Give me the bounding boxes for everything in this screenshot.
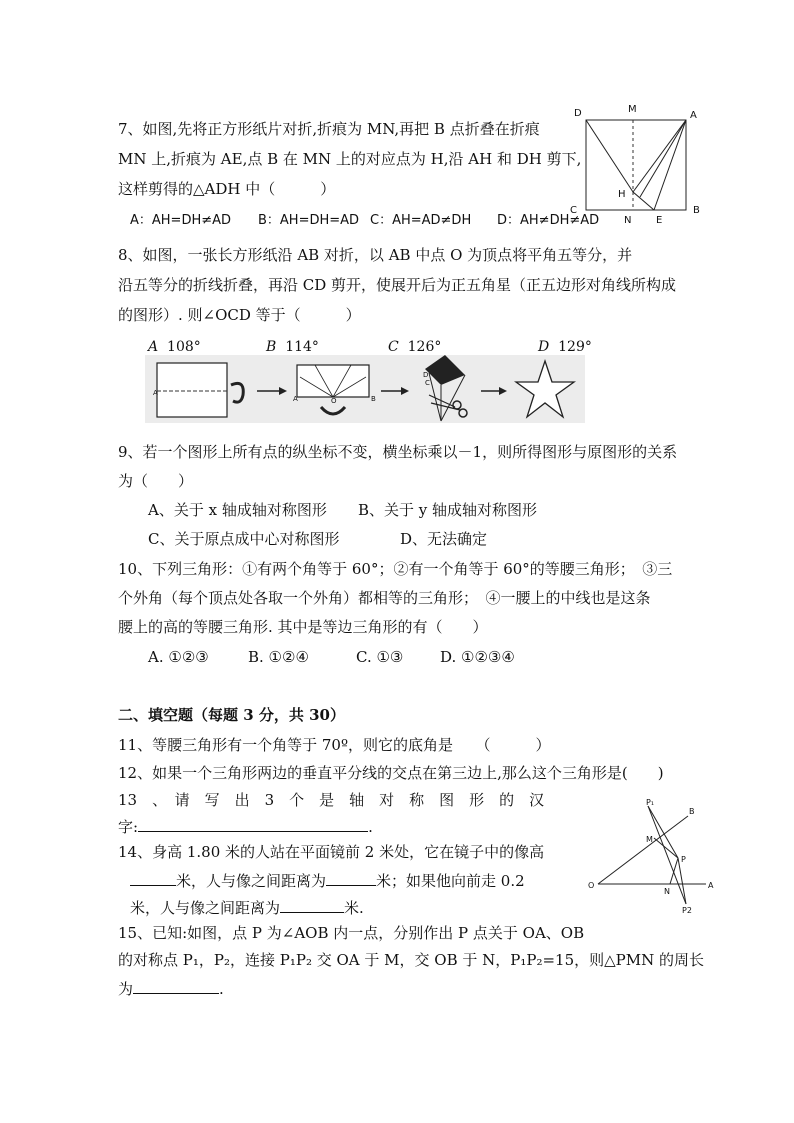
q14-blank-distance[interactable] [326,872,376,886]
q8-line3: 的图形）. 则∠OCD 等于（ ） [118,306,361,324]
q14-line3a: 米，人与像之间距离为 [130,899,281,917]
q11-text: 11、等腰三角形有一个角等于 70º，则它的底角是 （ ） [118,736,551,754]
q8-label-d: D [423,371,429,379]
q8-label-a2: A [293,395,298,403]
q7-line3: 这样剪得的△ADH 中（ ） [118,180,336,198]
q14-line2a: 米，人与像之间距离为 [176,872,327,890]
q8-folding-figure [145,355,585,425]
q7-label-d: D [574,108,582,119]
q8-option-b-value: 114° [285,339,319,355]
q15-angle-figure [586,798,716,916]
q13-end: . [368,818,373,836]
q12-text: 12、如果一个三角形两边的垂直平分线的交点在第三边上,那么这个三角形是( ) [118,764,664,782]
q7-label-b: B [693,205,700,216]
q15-line1: 15、已知:如图，点 P 为∠AOB 内一点，分别作出 P 点关于 OA、OB [118,924,585,942]
q8-label-c: C [425,379,430,387]
q15-label-p: P [681,855,686,864]
q10-option-b: B. ①②④ [248,648,309,666]
q14-line1: 14、身高 1.80 米的人站在平面镜前 2 米处，它在镜子中的像高 [118,843,545,861]
q8-line1: 8、如图，一张长方形纸沿 AB 对折，以 AB 中点 O 为顶点将平角五等分，并 [118,246,633,264]
q8-option-d-value: 129° [558,339,592,355]
q14-blank-height[interactable] [130,872,176,886]
q9-line2: 为（ ） [118,472,194,490]
q7-line1: 7、如图,先将正方形纸片对折,折痕为 MN,再把 B 点折叠在折痕 [118,120,540,138]
q15-label-a: A [708,881,714,890]
q10-option-c: C. ①③ [356,648,404,666]
q10-option-a: A. ①②③ [148,648,209,666]
q15-answer-blank[interactable] [133,980,219,994]
q8-option-d-letter: D [538,339,550,355]
q8-label-o: O [331,397,337,405]
q15-line2: 的对称点 P₁，P₂，连接 P₁P₂ 交 OA 于 M，交 OB 于 N，P₁P₂=15，则△PMN 的周长 [118,951,705,969]
q15-label-p1: P₁ [646,798,655,807]
q13-line1: 13 、 请 写 出 3 个 是 轴 对 称 图 形 的 汉 [118,791,545,809]
q15-label-b: B [689,807,695,816]
q9-line1: 9、若一个图形上所有点的纵坐标不变，横坐标乘以－1，则所得图形与原图形的关系 [118,443,678,461]
q15-line3: 为 [118,980,134,998]
q7-option-a: A：AH=DH≠AD [130,213,232,228]
q7-square-figure [568,100,718,226]
q7-label-a: A [690,110,697,121]
q10-line2: 个外角（每个顶点处各取一个外角）都相等的三角形； ④一腰上的中线也是这条 [118,589,651,607]
section2-title: 二、填空题（每题 3 分，共 30） [118,706,345,724]
q8-option-a-letter: A [148,339,159,355]
q15-label-n: N [664,887,670,896]
q8-option-a-value: 108° [167,339,201,355]
q10-line3: 腰上的高的等腰三角形. 其中是等边三角形的有（ ） [118,618,488,636]
q13-answer-blank[interactable] [138,818,368,832]
q9-option-b: B、关于 y 轴成轴对称图形 [358,501,538,519]
q15-label-p2: P2 [682,906,692,915]
q7-option-d: D：AH≠DH≠AD [497,213,600,228]
q13-line2: 字: [118,818,139,836]
q7-label-h: H [618,189,626,200]
q9-option-a: A、关于 x 轴成轴对称图形 [148,501,327,519]
q10-line1: 10、下列三角形：①有两个角等于 60°；②有一个角等于 60°的等腰三角形； ③三 [118,560,673,578]
q15-label-o: O [588,881,595,890]
q8-label-b: B [371,395,376,403]
q10-option-d: D. ①②③④ [440,648,515,666]
q8-option-b-letter: B [266,339,277,355]
q8-option-c-letter: C [388,339,399,355]
q8-label-a: A [153,389,158,397]
q14-line3b: 米. [344,899,364,917]
q9-option-c: C、关于原点成中心对称图形 [148,530,340,548]
q7-label-n: N [624,215,632,226]
q8-option-c-value: 126° [407,339,442,355]
q7-option-b: B：AH=DH=AD [258,213,360,228]
q9-option-d: D、无法确定 [400,530,488,548]
q8-line2: 沿五等分的折线折叠，再沿 CD 剪开，使展开后为正五角星（正五边形对角线所构成 [118,276,677,294]
q14-blank-new-distance[interactable] [280,899,344,913]
q15-label-m: M [646,835,653,844]
q7-label-m: M [628,104,637,115]
q7-label-c: C [570,205,577,216]
q7-line2: MN 上,折痕为 AE,点 B 在 MN 上的对应点为 H,沿 AH 和 DH 剪下, [118,150,582,168]
q14-line2b: 米；如果他向前走 0.2 [376,872,525,890]
q15-end: . [219,980,224,998]
q7-label-e: E [656,215,663,226]
q7-option-c: C：AH=AD≠DH [370,213,472,228]
